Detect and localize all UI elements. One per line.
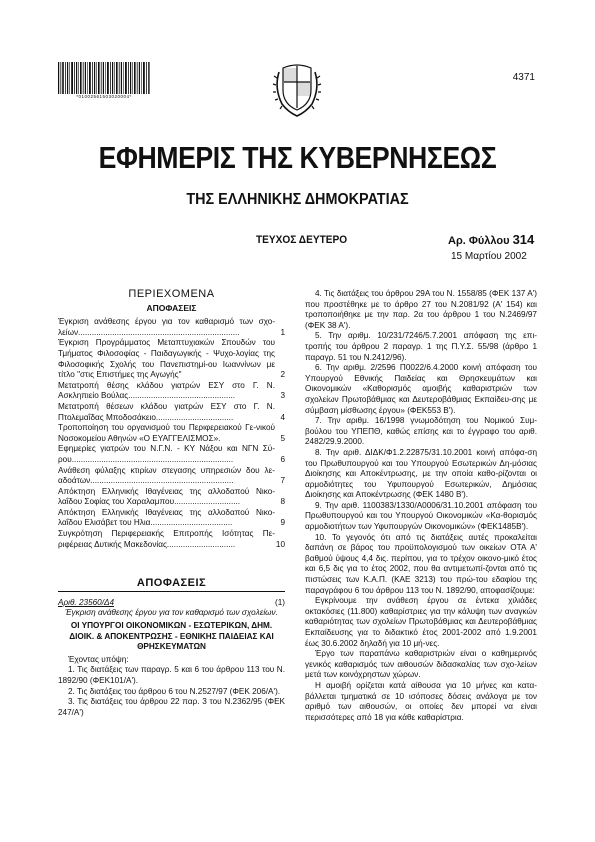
paragraph: Έργο των παραπάνω καθαριστριών είναι ο καθημερινός γενικός καθαρισμός των αιθουσών διδασκαλίας των σχο-λείων μετά των κοινόχρηστων χώρων. bbox=[305, 649, 537, 680]
paragraph: 8. Την αριθ. ΔΙΔΚ/Φ1.2.22875/31.10.2001 κοινή απόφα-ση του Πρωθυπουργού και του Υπουργού Εσωτερικών Δη-μόσιας Διοίκησης και Αποκέντρωσης, με την οποία καθο-ρίζονται οι αρμοδιότητες του Υφυπουργού Εσωτερικών, Δημόσιας Διοίκησης και Αποκέντρωσης (ΦΕΚ 1480 Β'). bbox=[305, 447, 537, 500]
toc-item-page: 9 bbox=[280, 518, 285, 528]
right-column bbox=[305, 289, 537, 723]
toc-item-text: Τροποποίηση του οργανισμού του Περιφερειακού Γε-νικού Νοσοκομείου Αθηνών «Ο ΕΥΑΓΓΕΛΙΣΜΟΣ». bbox=[58, 423, 275, 443]
paragraph: 2. Τις διατάξεις του άρθρου 6 του Ν.2527/97 (ΦΕΚ 206/Α'). bbox=[68, 686, 281, 696]
paragraph: 5. Την αριθμ. 10/231/7246/5.7.2001 απόφαση της επι-τροπής του άρθρου 2 παραγρ. 1 της Π.Υ.Σ. 55/98 (άρθρο 1 παραγρ. 51 του Ν.2412/96). bbox=[305, 331, 537, 362]
toc-item-page: 4 bbox=[280, 412, 285, 422]
toc-item-page: 8 bbox=[280, 497, 285, 507]
toc-item-text: Απόκτηση Ελληνικής Ιθαγένειας της αλλοδαπού Νικο-λαΐδου Σοφίας του Χαραλαμπου............................. bbox=[58, 486, 275, 507]
toc-item[interactable] bbox=[58, 402, 285, 423]
toc-subheading: ΑΠΟΦΑΣΕΙΣ bbox=[146, 302, 197, 313]
gazette-subtitle: ΤΗΣ ΕΛΛΗΝΙΚΗΣ ΔΗΜΟΚΡΑΤΙΑΣ bbox=[186, 191, 409, 208]
toc-item-page: 6 bbox=[280, 454, 285, 464]
barcode-digits: *01002561503020004* bbox=[76, 94, 132, 99]
coat-of-arms-icon bbox=[272, 58, 322, 120]
paragraph: 7. Την αριθμ. 16/1998 γνωμοδότηση του Νομικού Συμ-βούλου του ΥΠΕΠΘ, καθώς επίσης και το έγγραφο του αριθ. 2482/29.9.2000. bbox=[305, 416, 537, 447]
toc-item-page: 10 bbox=[275, 539, 285, 549]
paragraph: Η αμοιβή ορίζεται κατά αίθουσα για 10 μήνες και κατα-βάλλεται τμηματικά σε 10 ισόποσες δόσεις ανάλογα με τον αριθμό των αιθουσών, οι οποίες δεν μπορεί να είναι περισσότερες από 18 για κάθε καθαρίστρια. bbox=[305, 680, 537, 722]
toc-item-page: 2 bbox=[280, 370, 285, 380]
toc-item-page: 7 bbox=[280, 476, 285, 486]
toc-item[interactable] bbox=[58, 487, 285, 508]
decision-reference bbox=[58, 598, 285, 609]
issue-label: ΤΕΥΧΟΣ ΔΕΥΤΕΡΟ bbox=[256, 234, 348, 246]
page-number: 4371 bbox=[512, 72, 535, 83]
paragraph: Έχοντας υπόψη: bbox=[68, 654, 129, 664]
paragraph: 10. Το γεγονός ότι από τις διατάξεις αυτές προκαλείται δαπάνη σε βάρος του προϋπολογισμού των οικείων ΟΤΑ Α' βαθμού ύψους 4,4 δις. περίπου, για το τρέχον οικονο-μικό έτος και 6,5 δις για το έτος 2002, που θα αντιμετωπί-ζονται από τις πιστώσεις των Κ.Α.Π. (ΚΑΕ 3213) του πρώ-του εδαφίου της παραγράφου 6 του άρθρου 113 του Ν. 1892/90, αποφασίζουμε: bbox=[305, 532, 537, 595]
paragraph: 3. Τις διατάξεις του άρθρου 22 παρ. 3 του Ν.2362/95 (ΦΕΚ 247/Α') bbox=[58, 697, 285, 717]
decision-reference-number: Αριθ. 23560/Δ4 bbox=[58, 597, 115, 607]
issuing-ministers: ΟΙ ΥΠΟΥΡΓΟΙ ΟΙΚΟΝΟΜΙΚΩΝ - ΕΣΩΤΕΡΙΚΩΝ, ΔΗΜ. ΔΙΟΙΚ. & ΑΠΟΚΕΝΤΡΩΣΗΣ - ΕΘΝΙΚΗΣ ΠΑΙΔΕΙΑΣ ΚΑΙ ΘΡΗΣΚΕΥΜΑΤΩΝ bbox=[69, 621, 274, 652]
toc-item[interactable] bbox=[58, 381, 285, 402]
toc-item-text: Μετατροπή θέσεων κλάδου γιατρών ΕΣΥ στο Γ. Ν. Πτολεμαΐδας Μποδοσάκειο.................................. bbox=[58, 401, 275, 422]
sheet-label-text: Αρ. Φύλλου bbox=[448, 235, 510, 247]
toc-list bbox=[58, 317, 285, 550]
issue-date: 15 Μαρτίου 2002 bbox=[451, 251, 527, 262]
toc-item[interactable] bbox=[58, 317, 285, 338]
paragraph: Εγκρίνουμε την ανάθεση έργου σε έντεκα χιλιάδες οκτακόσιες (11.800) καθαρίστριες για την κάλυψη των αναγκών καθαριότητας των σχολείων Πρωτοβάθμιας και Δευτεροβάθμιας Εκπαίδευσης για το διδακτικό έτος 2001-2002 από 1.9.2001 έως 30.6.2002 δηλαδή για 10 μή-νες. bbox=[305, 596, 537, 648]
toc-item-page: 3 bbox=[280, 391, 285, 401]
gazette-title: ΕΦΗΜΕΡΙΣ ΤΗΣ ΚΥΒΕΡΝΗΣΕΩΣ bbox=[98, 140, 497, 175]
decision-subject: Έγκριση ανάθεσης έργου για τον καθαρισμό των σχολείων. bbox=[65, 608, 278, 618]
toc-item-text: Συγκρότηση Περιφερειακής Επιτροπής Ισότητας Πε-ριφέρειας Δυτικής Μακεδονίας.............................. bbox=[58, 529, 275, 549]
toc-item[interactable] bbox=[58, 466, 285, 487]
toc-item-text: Έγκριση ανάθεσης έργου για τον καθαρισμό των σχο-λείων....................................................................... bbox=[58, 317, 275, 337]
toc-item-text: Απόκτηση Ελληνικής Ιθαγένειας της αλλοδαπού Νικο-λαΐδου Ελισάβετ του Ηλια.................................... bbox=[58, 507, 275, 528]
paragraph: 9. Την αριθ. 1100383/1330/Α0006/31.10.2001 απόφαση του Πρωθυπουργού και του Υπουργού Οικονομικών «Κα-θορισμός αρμοδιοτήτων των Υφυπουργών Οικονομικών» (ΦΕΚ1485Β'). bbox=[305, 500, 537, 532]
toc-item[interactable] bbox=[58, 529, 285, 550]
toc-item[interactable] bbox=[58, 508, 285, 529]
toc-item[interactable] bbox=[58, 338, 285, 380]
paragraph: 4. Τις διατάξεις του άρθρου 29Α του Ν. 1558/85 (ΦΕΚ 137 Α') που προστέθηκε με το άρθρο 27 του Ν.2081/92 (Α' 154) και τροποποιήθηκε με την παρ. 2α του άρθρου 1 του Ν.2469/97 (ΦΕΚ 38 Α'). bbox=[305, 289, 537, 330]
barcode bbox=[58, 62, 150, 94]
toc-item-text: Εφημερίες γιατρών του Ν.Γ.Ν. - ΚΥ Νάξου και ΝΓΝ Σύ-ρου....................................................................... bbox=[58, 444, 275, 464]
left-column bbox=[58, 289, 285, 718]
paragraph: 6. Την αριθμ. 2/2596 Π0022/6.4.2000 κοινή απόφαση του Υπουργού Εθνικής Παιδείας και Θρησκευμάτων και Οικονομικών «Καθορισμός αμοιβής καθαριστριών των σχολείων Πρωτοβάθμιας και Δευτεροβάθμιας Εκπαίδευ-σης με σύμβαση μίσθωσης έργου» (ΦΕΚ553 Β'). bbox=[305, 363, 537, 415]
paragraph: 1. Τις διατάξεις των παραγρ. 5 και 6 του άρθρου 113 του Ν. 1892/90 (ΦΕΚ101/Α'). bbox=[58, 665, 285, 685]
toc-heading: ΠΕΡΙΕΧΟΜΕΝΑ bbox=[128, 288, 215, 300]
toc-item[interactable] bbox=[58, 423, 285, 444]
toc-item-text: Έγκριση Προγράμματος Μεταπτυχιακών Σπουδών του Τμήματος Φιλοσοφίας - Παιδαγωγικής - Ψυχο-λογίας της Φιλοσοφικής Σχολής του Πανεπιστημί-ου Ιωαννίνων με τίτλο "στις Επιστήμες της Αγωγής" bbox=[58, 338, 275, 380]
toc-item-page: 5 bbox=[280, 433, 285, 443]
sheet-number-label bbox=[448, 232, 534, 247]
decision-index: (1) bbox=[274, 597, 285, 607]
toc-item[interactable] bbox=[58, 444, 285, 465]
toc-item-text: Ανάθεση φύλαξης κτιρίων στεγασης υπηρεσιών δου λε-αδοάτων............................................................... bbox=[58, 465, 275, 486]
toc-item-page: 1 bbox=[280, 327, 285, 337]
decisions-heading: ΑΠΟΦΑΣΕΙΣ bbox=[58, 578, 285, 592]
sheet-number: 314 bbox=[512, 232, 535, 247]
toc-item-text: Μετατροπή θέσης κλάδου γιατρών ΕΣΥ στο Γ. Ν. Ασκληπιείο Βούλας............................................... bbox=[58, 380, 275, 401]
